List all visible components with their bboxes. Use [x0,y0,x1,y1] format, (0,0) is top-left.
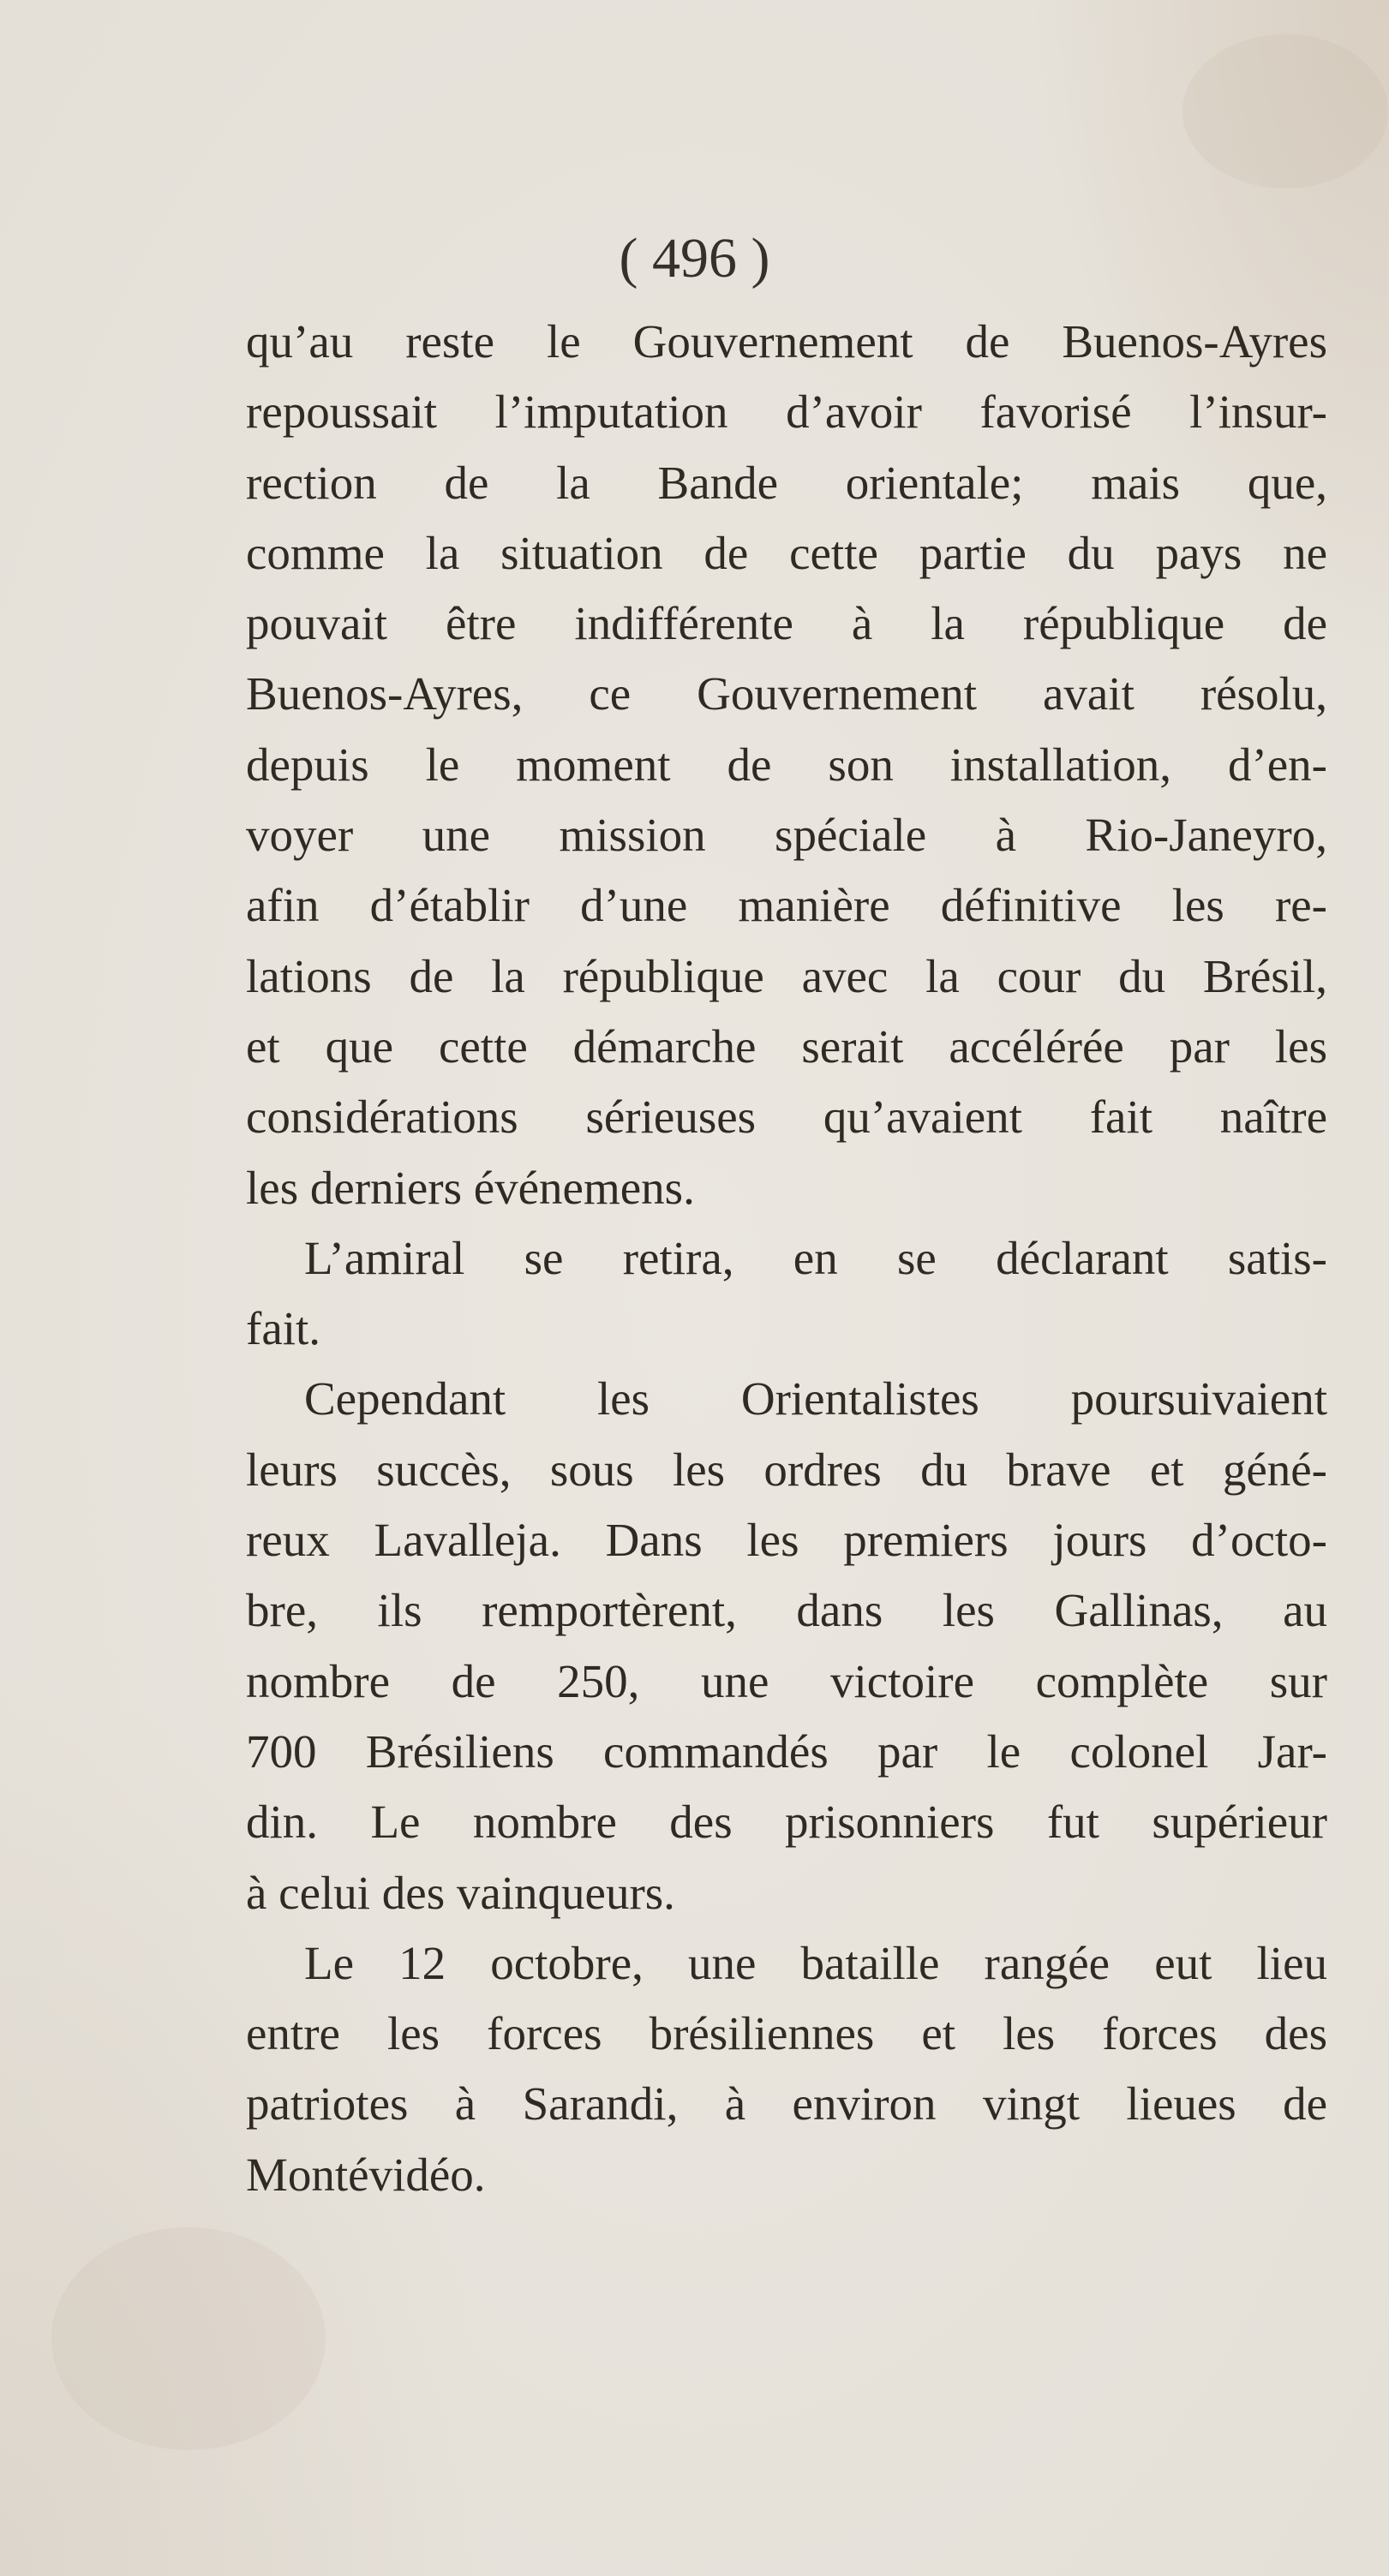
text-line: Montévidéo. [246,2148,486,2201]
text-line: lations de la république avec la cour du Brésil, [246,949,1327,1002]
text-line: repoussait l’imputation d’avoir favorisé l’insur- [246,386,1327,439]
paper-stain [51,2227,326,2450]
text-line: comme la situation de cette partie du pays ne [246,526,1327,579]
paper-stain [1182,34,1388,188]
text-line: din. Le nombre des prisonniers fut supérieur [246,1796,1327,1849]
text-line: Cependant les Orientalistes poursuivaient [304,1372,1327,1425]
text-line: depuis le moment de son installation, d’en- [246,738,1327,791]
text-line: L’amiral se retira, en se déclarant satis- [304,1231,1327,1284]
text-line: et que cette démarche serait accélérée par les [246,1019,1327,1073]
page-number: ( 496 ) [619,227,770,290]
text-line: les derniers événemens. [246,1161,695,1214]
text-line: Le 12 octobre, une bataille rangée eut lieu [304,1936,1327,1989]
text-line: pouvait être indifférente à la république de [246,597,1327,650]
text-line: entre les forces brésiliennes et les forces des [246,2007,1327,2060]
text-line: fait. [246,1302,321,1355]
text-line: qu’au reste le Gouvernement de Buenos-Ayres [246,315,1327,368]
text-line: voyer une mission spéciale à Rio-Janeyro, [246,809,1327,862]
text-line: patriotes à Sarandi, à environ vingt lieues de [246,2077,1327,2131]
text-line: bre, ils remportèrent, dans les Gallinas, au [246,1584,1327,1637]
text-line: 700 Brésiliens commandés par le colonel Jar- [246,1724,1327,1778]
text-line: afin d’établir d’une manière définitive les re- [246,879,1327,932]
text-line: rection de la Bande orientale; mais que, [246,456,1327,509]
text-line: Buenos-Ayres, ce Gouvernement avait résolu, [246,667,1327,720]
body-text [246,307,1327,2210]
text-line: à celui des vainqueurs. [246,1866,675,1919]
text-line: reux Lavalleja. Dans les premiers jours d’octo- [246,1514,1327,1567]
text-line: considérations sérieuses qu’avaient fait naître [246,1091,1327,1144]
text-line: leurs succès, sous les ordres du brave et géné- [246,1443,1327,1496]
text-line: nombre de 250, une victoire complète sur [246,1654,1327,1707]
